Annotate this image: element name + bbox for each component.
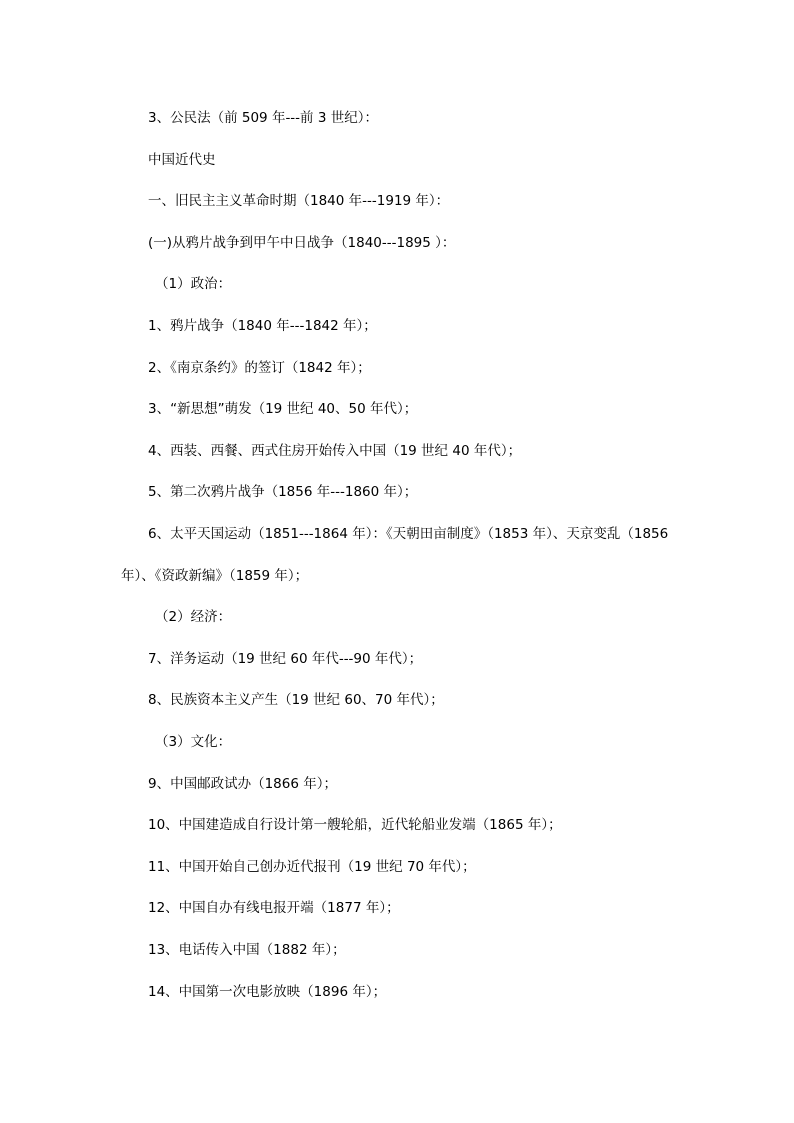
text-line: 2、《南京条约》的签订（1842 年）； <box>148 360 371 376</box>
text-line: 8、民族资本主义产生（19 世纪 60、70 年代）； <box>148 692 444 708</box>
subsection-heading: （1）政治： <box>155 276 232 292</box>
text-line: 14、中国第一次电影放映（1896 年）； <box>148 984 387 1000</box>
text-line: 4、西装、西餐、西式住房开始传入中国（19 世纪 40 年代）； <box>148 443 522 459</box>
subsection-heading: （3）文化： <box>155 734 232 750</box>
text-line: 13、电话传入中国（1882 年）； <box>148 942 346 958</box>
section-heading: 中国近代史 <box>148 152 216 168</box>
text-line: 11、中国开始自己创办近代报刊（19 世纪 70 年代）； <box>148 859 476 875</box>
text-line: 3、“新思想”萌发（19 世纪 40、50 年代）； <box>148 401 418 417</box>
text-line-continuation: 年）、《资政新编》（1859 年）； <box>121 568 309 584</box>
text-line: 5、第二次鸦片战争（1856 年---1860 年）； <box>148 484 418 500</box>
subsection-heading: （2）经济： <box>155 609 232 625</box>
text-line: (一)从鸦片战争到甲午中日战争（1840---1895 ）： <box>148 235 456 251</box>
text-line: 7、洋务运动（19 世纪 60 年代---90 年代）； <box>148 651 423 667</box>
text-line: 9、中国邮政试办（1866 年）； <box>148 776 337 792</box>
text-line: 一、旧民主主义革命时期（1840 年---1919 年）： <box>148 193 450 209</box>
text-line: 3、公民法（前 509 年---前 3 世纪）： <box>148 110 378 126</box>
text-line: 10、中国建造成自行设计第一艘轮船，近代轮船业发端（1865 年）； <box>148 817 562 833</box>
text-line: 6、太平天国运动（1851---1864 年）：《天朝田亩制度》（1853 年）、天京变乱（1856 <box>148 526 669 542</box>
text-line: 1、鸦片战争（1840 年---1842 年）； <box>148 318 377 334</box>
text-line: 12、中国自办有线电报开端（1877 年）； <box>148 900 400 916</box>
